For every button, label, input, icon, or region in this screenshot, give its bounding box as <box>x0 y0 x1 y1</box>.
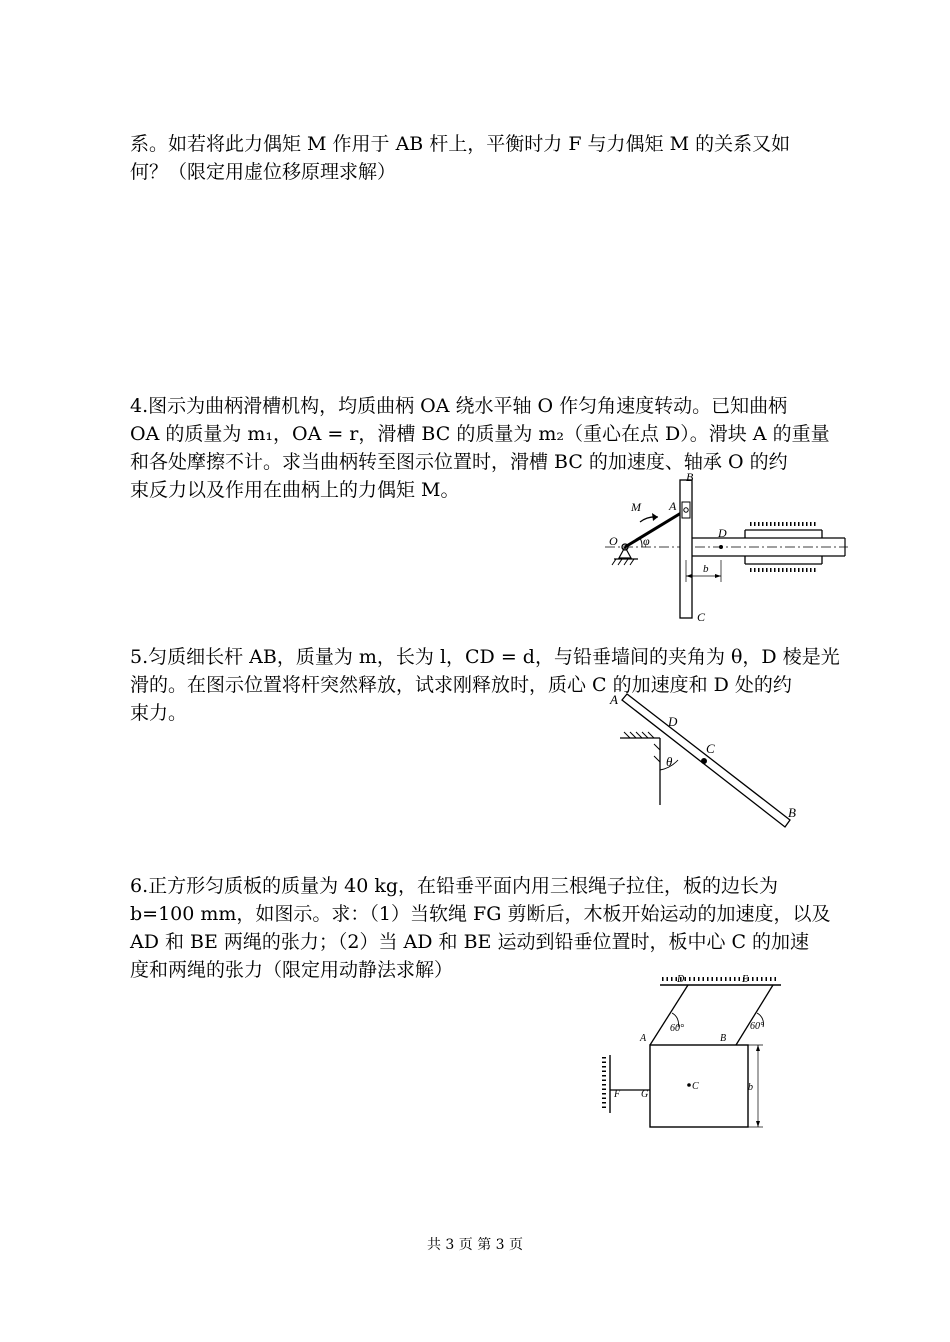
label-A: A <box>610 692 618 707</box>
label-phi: φ <box>643 534 650 548</box>
q5-figure-rod-against-wall <box>600 690 810 835</box>
mass-center-C <box>701 758 707 764</box>
question-6-text <box>130 872 853 984</box>
label-B: B <box>720 1033 727 1044</box>
intro-paragraph <box>130 130 853 186</box>
label-angle-60-right: 60° <box>750 1021 764 1032</box>
label-D: D <box>718 526 727 540</box>
mass-center-D <box>719 545 723 549</box>
label-C: C <box>706 741 715 756</box>
label-M: M <box>631 500 641 514</box>
label-C: C <box>692 1081 699 1092</box>
rope-BE <box>736 985 773 1045</box>
label-C: C <box>697 610 706 624</box>
q4-line-4: 束反力以及作用在曲柄上的力偶矩 M。 <box>130 479 460 501</box>
label-B: B <box>686 470 694 484</box>
q6-line-1: 6.正方形匀质板的质量为 40 kg，在铅垂平面内用三根绳子拉住，板的边长为 <box>130 875 779 897</box>
intro-line-1: 系。如若将此力偶矩 M 作用于 AB 杆上，平衡时力 F 与力偶矩 M 的关系又如 <box>130 133 791 155</box>
q5-line-3: 束力。 <box>130 702 188 724</box>
plate-center-C <box>687 1083 691 1087</box>
label-D: D <box>668 714 678 729</box>
label-b: b <box>748 1082 753 1093</box>
wall-edge-D <box>620 732 660 805</box>
label-O: O <box>609 534 618 548</box>
label-B: B <box>788 805 796 820</box>
intro-line-2: 何？（限定用虚位移原理求解） <box>130 161 397 183</box>
rope-AD <box>650 985 688 1045</box>
side-wall <box>604 1055 610 1113</box>
q5-line-2: 滑的。在图示位置将杆突然释放，试求刚释放时，质心 C 的加速度和 D 处的约 <box>130 674 792 696</box>
q4-line-2: OA 的质量为 m₁，OA = r，滑槽 BC 的质量为 m₂（重心在点 D）。滑块 A 的重量 <box>130 423 830 445</box>
q4-line-1: 4.图示为曲柄滑槽机构，均质曲柄 OA 绕水平轴 O 作匀角速度转动。已知曲柄 <box>130 395 788 417</box>
q4-line-3: 和各处摩擦不计。求当曲柄转至图示位置时，滑槽 BC 的加速度、轴承 O 的约 <box>130 451 788 473</box>
q4-figure-crank-slot-mechanism <box>600 470 855 625</box>
label-A: A <box>669 499 677 513</box>
label-b: b <box>703 563 709 575</box>
q6-line-4: 度和两绳的张力（限定用动静法求解） <box>130 959 454 981</box>
square-plate <box>650 1045 748 1127</box>
label-A: A <box>640 1033 647 1044</box>
label-D: D <box>677 975 685 985</box>
label-F: F <box>614 1089 621 1100</box>
label-G: G <box>641 1089 649 1100</box>
q5-line-1: 5.匀质细长杆 AB，质量为 m，长为 l，CD = d，与铅垂墙间的夹角为 θ，D 棱是光 <box>130 646 840 668</box>
q6-line-3: AD 和 BE 两绳的张力；（2）当 AD 和 BE 运动到铅垂位置时，板中心 C 的加速 <box>130 931 810 953</box>
label-theta: θ <box>666 754 673 769</box>
label-E: E <box>742 975 749 985</box>
slot-BC <box>680 480 692 618</box>
page-footer: 共 3 页 第 3 页 <box>426 1237 524 1253</box>
q6-figure-square-plate <box>598 975 788 1140</box>
label-angle-60-left: 60° <box>670 1023 684 1034</box>
q6-line-2: b=100 mm，如图示。求：（1）当软绳 FG 剪断后，木板开始运动的加速度，以及 <box>130 903 831 925</box>
